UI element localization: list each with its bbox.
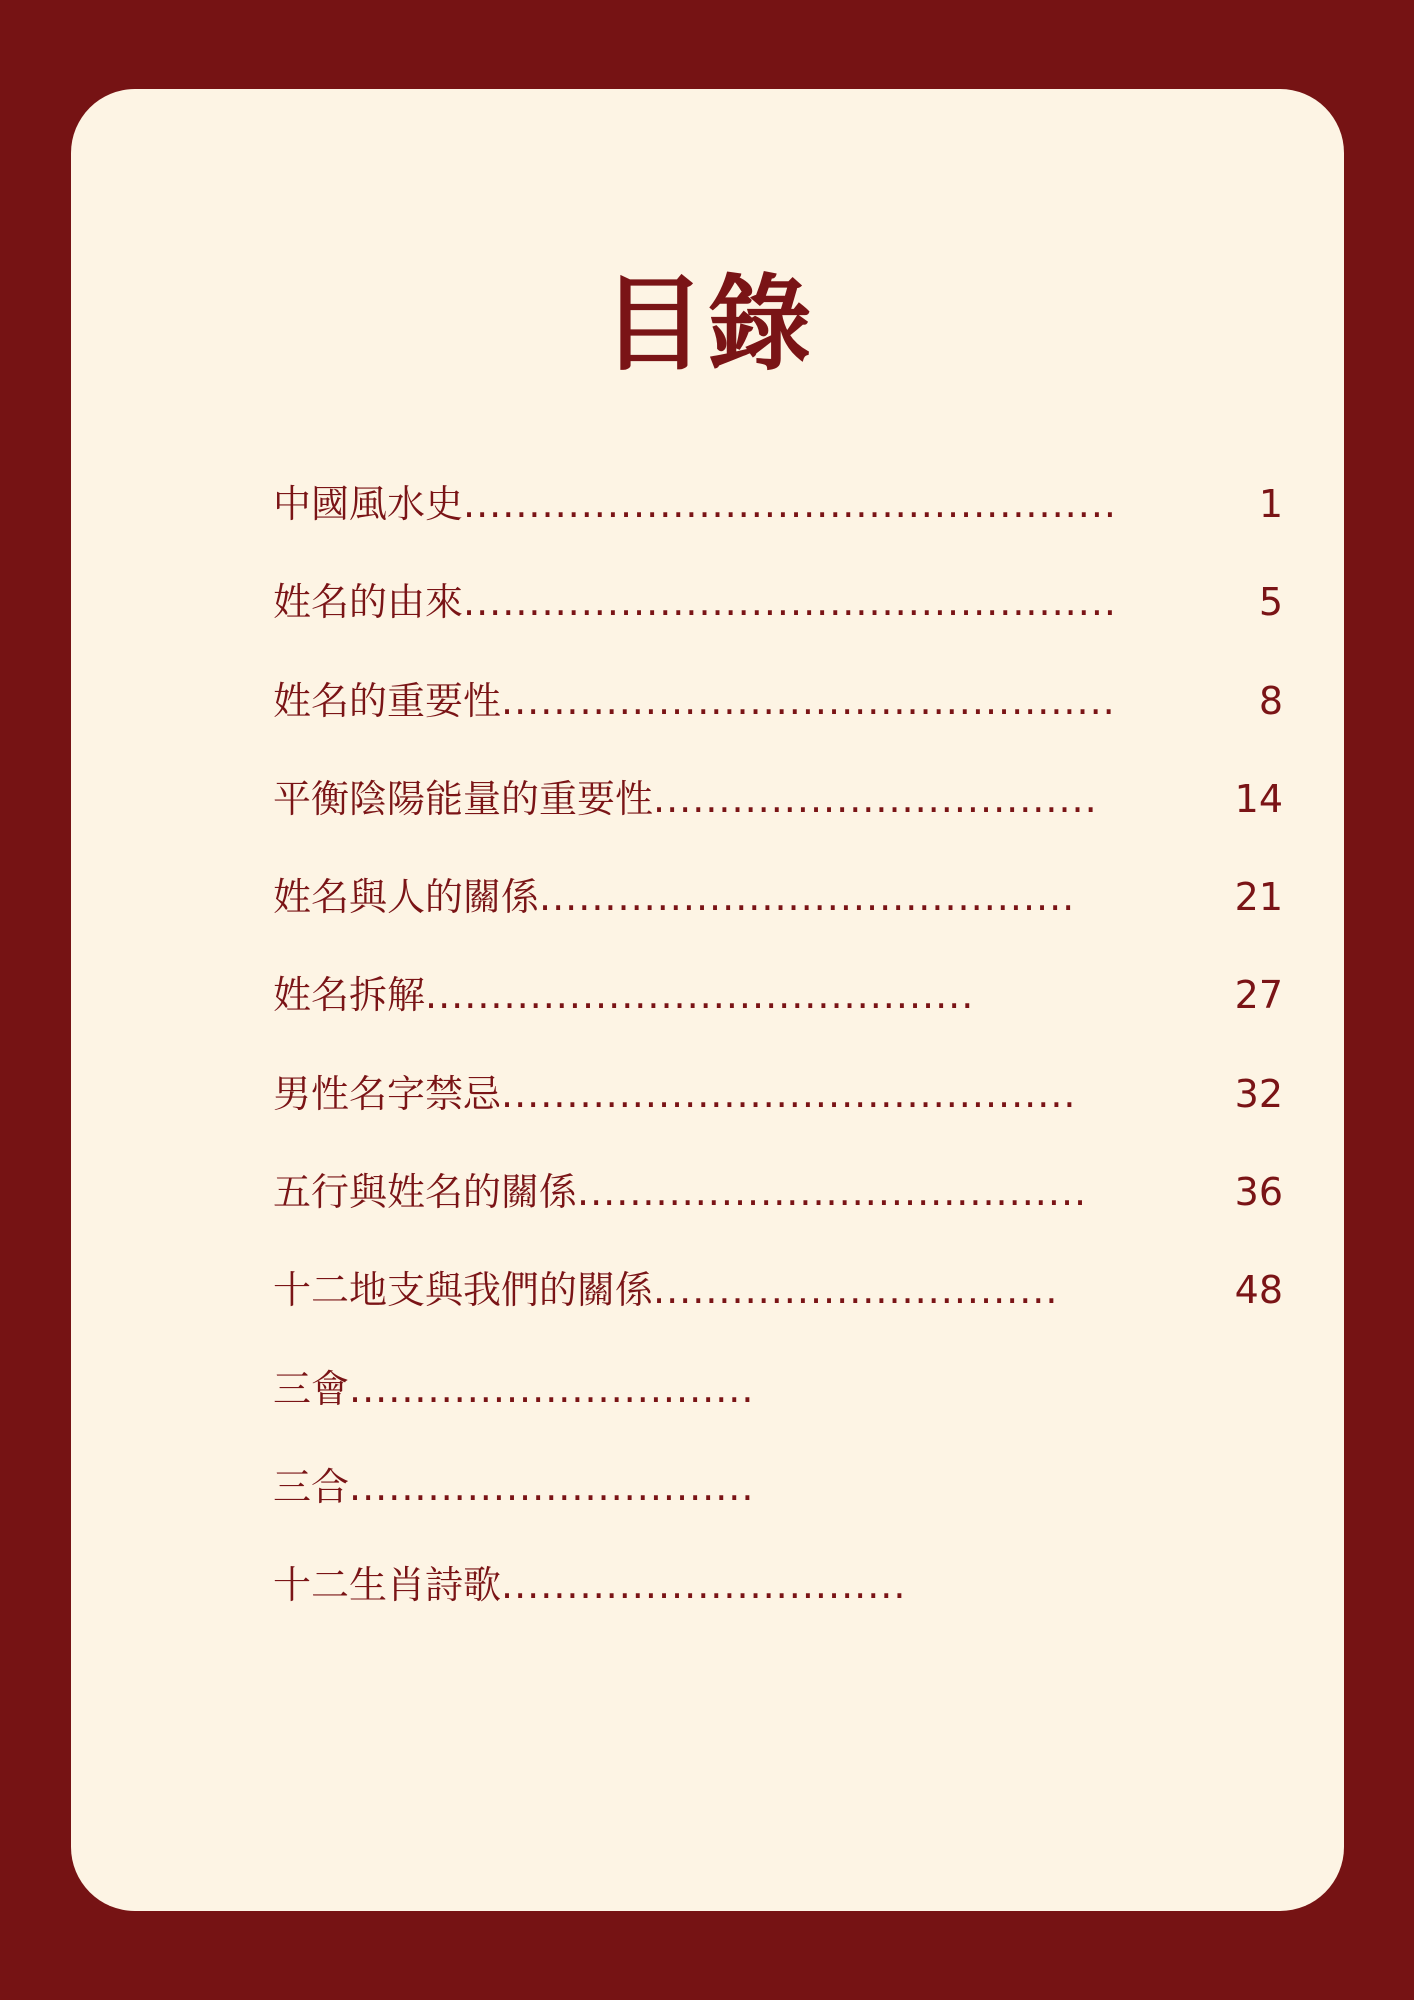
toc-entry-label: 十二生肖詩歌 [273,1563,502,1608]
toc-entry-leader: .......................................... [425,973,975,1018]
toc-entry-label: 男性名字禁忌 [273,1071,502,1116]
toc-entry[interactable] [273,572,1283,670]
toc-entry-page: 48 [1234,1268,1283,1313]
toc-entry[interactable] [273,1457,1283,1555]
toc-entry-label: 平衡陰陽能量的重要性 [273,776,654,821]
toc-entry-leader: ......................................... [539,875,1076,920]
toc-entry-label: 中國風水史 [273,482,464,526]
toc-entry-label: 姓名的由來 [273,580,464,625]
toc-entry[interactable] [273,1260,1283,1358]
toc-entry[interactable] [273,1064,1283,1162]
toc-entry-page: 27 [1234,973,1283,1018]
toc-entry-label: 姓名的重要性 [273,678,502,723]
page-title: 目錄 [601,263,814,385]
toc-entry-label: 姓名拆解 [273,973,426,1018]
toc-entry-leader: ............................... [349,1464,755,1509]
toc-entry-leader: ............................................... [501,678,1116,723]
toc-entry-leader: .................................................. [463,580,1117,625]
toc-entry-leader: ............................................ [501,1071,1077,1116]
table-of-contents [273,474,1283,1654]
toc-entry[interactable] [273,867,1283,965]
toc-entry-page: 14 [1234,776,1283,821]
toc-entry-label: 三合 [273,1464,350,1509]
toc-entry-page: 1 [1258,482,1283,526]
toc-entry-page: 21 [1234,875,1283,920]
toc-entry[interactable] [273,1359,1283,1457]
toc-entry-page: 5 [1258,580,1283,625]
toc-entry-label: 五行與姓名的關係 [273,1170,578,1215]
toc-entry[interactable] [273,671,1283,769]
toc-entry[interactable] [273,474,1283,572]
toc-entry[interactable] [273,1162,1283,1260]
content-card [71,89,1344,1911]
toc-entry[interactable] [273,769,1283,867]
toc-entry-page: 8 [1258,678,1283,723]
toc-entry-label: 姓名與人的關係 [273,875,540,920]
toc-entry-page: 32 [1234,1071,1283,1116]
toc-entry-leader: ............................... [501,1563,907,1608]
toc-entry-leader: ............................... [349,1366,755,1411]
toc-entry-page: 36 [1234,1170,1283,1215]
toc-entry-label: 十二地支與我們的關係 [273,1268,654,1313]
toc-entry-leader: ....................................... [577,1170,1088,1215]
toc-entry[interactable] [273,965,1283,1063]
toc-entry[interactable] [273,1555,1283,1653]
toc-entry-leader: ............................... [653,1268,1059,1313]
toc-entry-label: 三會 [273,1366,350,1411]
toc-entry-leader: .................................................. [463,482,1117,526]
toc-entry-leader: .................................. [653,776,1098,821]
